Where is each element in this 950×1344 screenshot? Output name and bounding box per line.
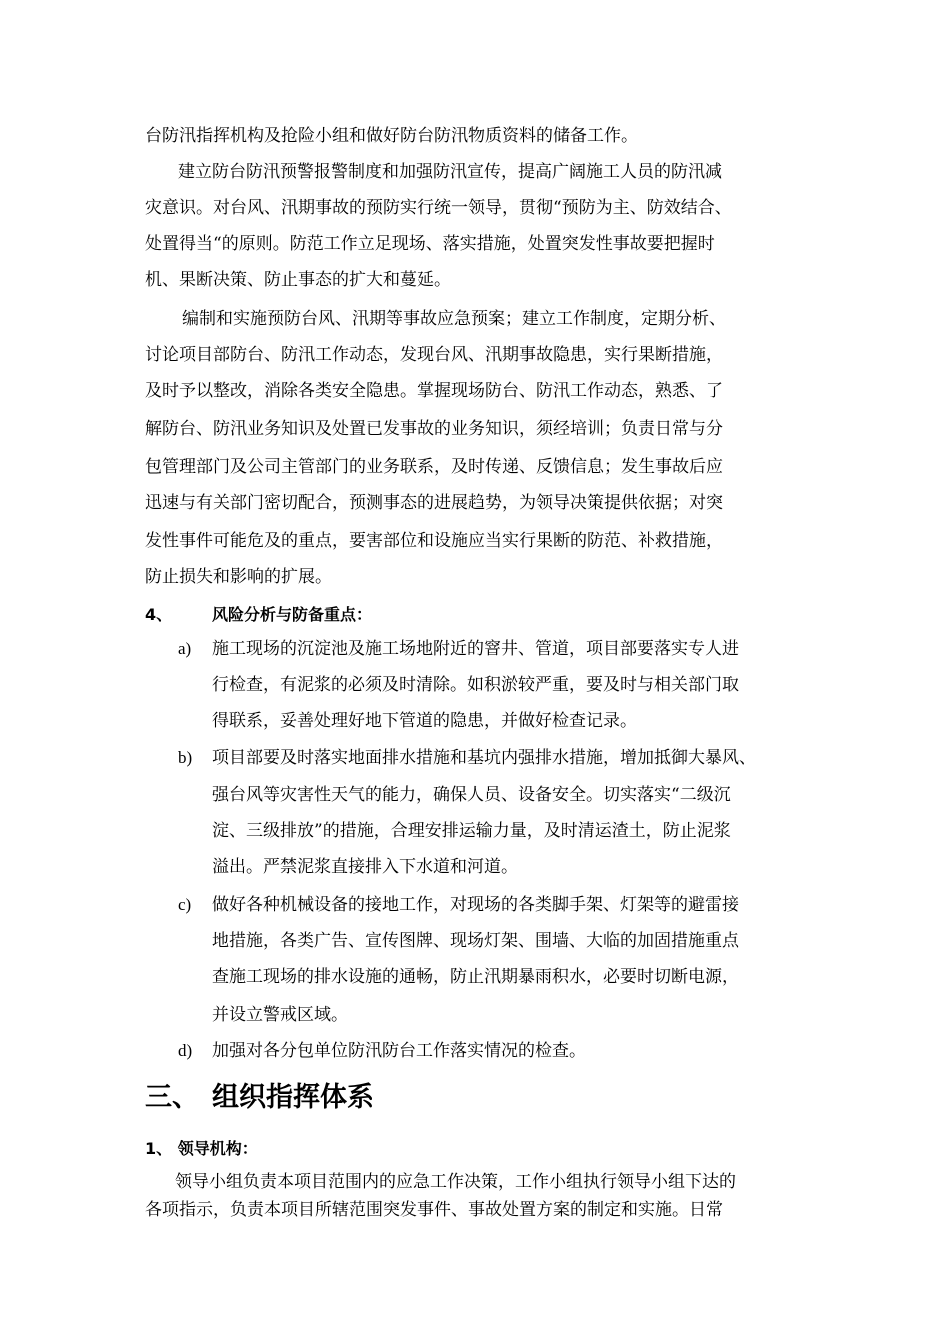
text-line: 施工现场的沉淀池及施工场地附近的窨井、管道，项目部要落实专人进 bbox=[212, 639, 739, 659]
text-line: 强台风等灾害性天气的能力，确保人员、设备安全。切实落实“二级沉 bbox=[212, 785, 731, 805]
list-marker: d) bbox=[178, 1041, 193, 1060]
text-line: 及时予以整改，消除各类安全隐患。掌握现场防台、防汛工作动态，熟悉、了 bbox=[145, 381, 723, 401]
text-line: 台防汛指挥机构及抢险小组和做好防台防汛物质资料的储备工作。 bbox=[145, 126, 638, 146]
text-line: 项目部要及时落实地面排水措施和基坑内强排水措施，增加抵御大暴风、 bbox=[212, 748, 756, 768]
text-line: 发性事件可能危及的重点，要害部位和设施应当实行果断的防范、补救措施， bbox=[145, 531, 723, 551]
subsection-1-heading: 1、 领导机构： bbox=[145, 1139, 258, 1158]
text-line: 并设立警戒区域。 bbox=[212, 1005, 348, 1025]
section-title: 风险分析与防备重点： bbox=[212, 605, 373, 624]
text-line: 行检查，有泥浆的必须及时清除。如积淤较严重，要及时与相关部门取 bbox=[212, 675, 739, 695]
text-line: 防止损失和影响的扩展。 bbox=[145, 567, 332, 587]
list-marker: a) bbox=[178, 639, 192, 658]
text-line: 讨论项目部防台、防汛工作动态，发现台风、汛期事故隐患，实行果断措施， bbox=[145, 345, 723, 365]
text-line: 地措施，各类广告、宣传图牌、现场灯架、围墙、大临的加固措施重点 bbox=[212, 931, 739, 951]
text-line: 机、果断决策、防止事态的扩大和蔓延。 bbox=[145, 270, 451, 290]
text-line: 处置得当“的原则。防范工作立足现场、落实措施，处置突发性事故要把握时 bbox=[145, 234, 715, 254]
text-line: 包管理部门及公司主管部门的业务联系，及时传递、反馈信息；发生事故后应 bbox=[145, 457, 723, 477]
text-line: 迅速与有关部门密切配合，预测事态的进展趋势，为领导决策提供依据；对突 bbox=[145, 493, 723, 513]
text-line: 解防台、防汛业务知识及处置已发事故的业务知识，须经培训；负责日常与分 bbox=[145, 419, 723, 439]
list-marker: c) bbox=[178, 895, 192, 914]
text-line: 各项指示，负责本项目所辖范围突发事件、事故处置方案的制定和实施。日常 bbox=[145, 1200, 723, 1220]
chapter-number: 三、 bbox=[145, 1082, 199, 1113]
text-line: 建立防台防汛预警报警制度和加强防汛宣传，提高广阔施工人员的防汛减 bbox=[178, 162, 722, 182]
text-line: 淀、三级排放”的措施，合理安排运输力量，及时清运渣土，防止泥浆 bbox=[212, 821, 731, 841]
section-number: 4、 bbox=[145, 605, 173, 624]
text-line: 得联系，妥善处理好地下管道的隐患，并做好检查记录。 bbox=[212, 711, 637, 731]
text-line: 做好各种机械设备的接地工作，对现场的各类脚手架、灯架等的避雷接 bbox=[212, 895, 739, 915]
text-line: 查施工现场的排水设施的通畅，防止汛期暴雨积水，必要时切断电源， bbox=[212, 967, 739, 987]
text-line: 溢出。严禁泥浆直接排入下水道和河道。 bbox=[212, 857, 518, 877]
text-line: 加强对各分包单位防汛防台工作落实情况的检查。 bbox=[212, 1041, 586, 1061]
list-marker: b) bbox=[178, 748, 193, 767]
text-line: 灾意识。对台风、汛期事故的预防实行统一领导，贯彻“预防为主、防效结合、 bbox=[145, 198, 732, 218]
text-line: 编制和实施预防台风、汛期等事故应急预案；建立工作制度，定期分析、 bbox=[182, 309, 726, 329]
text-line: 领导小组负责本项目范围内的应急工作决策，工作小组执行领导小组下达的 bbox=[175, 1172, 736, 1192]
chapter-title: 组织指挥体系 bbox=[212, 1082, 374, 1113]
